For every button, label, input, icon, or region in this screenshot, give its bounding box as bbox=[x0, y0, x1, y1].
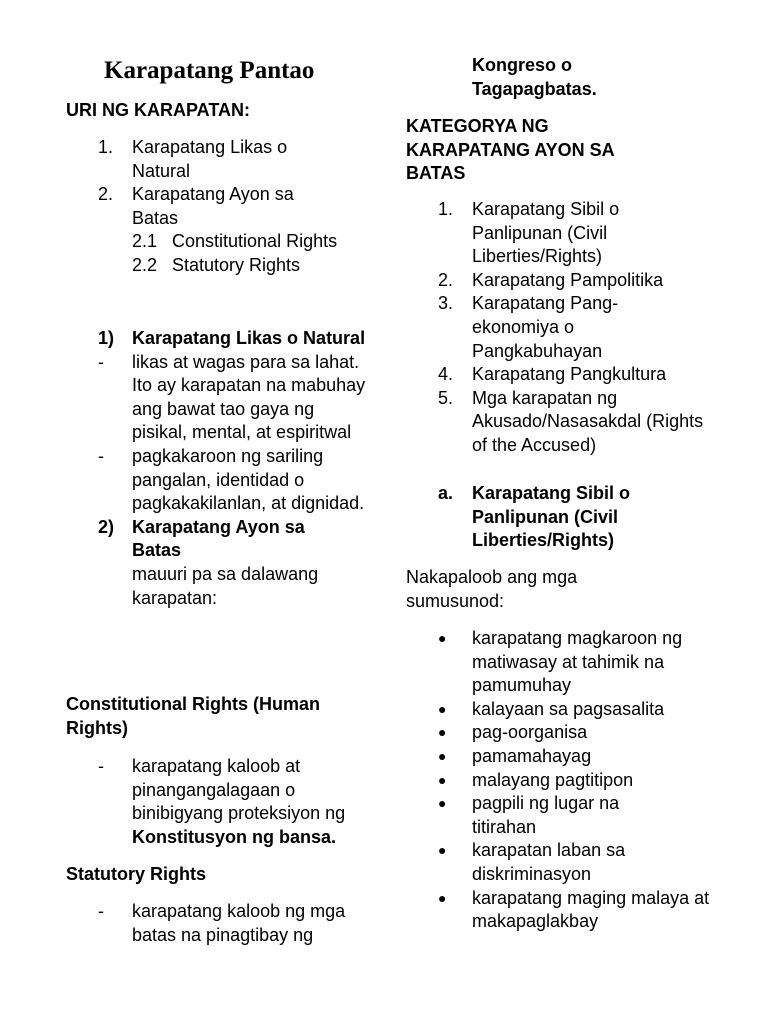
section-heading-text: Karapatang Ayon sa Batas bbox=[132, 516, 305, 561]
dash-item-text: likas at wagas para sa lahat. Ito ay karapatan na mabuhay ang bawat tao gaya ng pisikal, mental, at espiritwal bbox=[132, 351, 366, 443]
sub-list-item bbox=[98, 254, 348, 278]
list-item-text: Karapatang Ayon sa Batas bbox=[132, 184, 294, 228]
list-item bbox=[438, 363, 726, 387]
list-item bbox=[98, 136, 348, 183]
statutory-dash bbox=[98, 900, 366, 947]
list-item bbox=[438, 387, 712, 458]
bullet-text: karapatang maging malaya at makapaglakbay bbox=[472, 887, 710, 932]
section-text bbox=[98, 563, 332, 610]
dash-item bbox=[98, 351, 366, 445]
list-number: 1. bbox=[98, 137, 114, 157]
bullet-dot-icon: ● bbox=[438, 724, 447, 741]
section-likas bbox=[98, 327, 366, 610]
kategorya-heading: KATEGORYA NG KARAPATANG AYON SA BATAS bbox=[406, 116, 615, 184]
bullet-dot-icon: ● bbox=[438, 771, 447, 788]
continuation-text: Kongreso o Tagapagbatas. bbox=[472, 55, 597, 99]
section-heading-text: Karapatang Likas o Natural bbox=[132, 328, 366, 348]
list-item-text: Karapatang Pampolitika bbox=[472, 269, 664, 290]
statutory-heading: Statutory Rights bbox=[66, 864, 207, 884]
bullet-text: pagpili ng lugar na titirahan bbox=[472, 793, 620, 837]
kategorya-list bbox=[438, 198, 726, 458]
page-title: Karapatang Pantao bbox=[104, 57, 315, 84]
section-number: a. bbox=[438, 483, 454, 503]
bullet-item bbox=[438, 887, 742, 934]
list-number: 2.2 bbox=[132, 254, 158, 275]
bullet-list bbox=[438, 627, 728, 934]
uri-list bbox=[98, 136, 348, 278]
list-number: 5. bbox=[438, 387, 454, 408]
section-number: 2) bbox=[98, 516, 115, 537]
list-item-text: Karapatang Pangkultura bbox=[472, 364, 667, 385]
bullet-dot-icon: ● bbox=[438, 700, 447, 717]
dash-item-bold-text: Konstitusyon ng bansa. bbox=[132, 826, 337, 847]
list-item-text: Karapatang Likas o Natural bbox=[132, 137, 288, 181]
list-number: 2. bbox=[438, 269, 454, 290]
sub-list-item bbox=[98, 230, 348, 254]
dash-item bbox=[98, 445, 366, 516]
bullet-dot-icon: ● bbox=[438, 747, 447, 764]
list-item bbox=[438, 292, 652, 363]
bullet-text: karapatan laban sa diskriminasyon bbox=[472, 840, 626, 884]
list-item bbox=[438, 198, 662, 269]
bullet-item bbox=[438, 769, 728, 793]
dash-item bbox=[98, 755, 366, 849]
bullet-text: malayang pagtitipon bbox=[472, 769, 634, 790]
list-item-text: Constitutional Rights bbox=[172, 231, 338, 252]
bullet-item bbox=[438, 792, 672, 839]
dash-item-text: karapatang kaloob ng mga batas na pinagtibay ng bbox=[132, 901, 346, 945]
dash-marker: - bbox=[98, 445, 104, 466]
dash-item-text: pagkakaroon ng sariling pangalan, identidad o pagkakakilanlan, at dignidad. bbox=[132, 445, 365, 514]
dash-item-text: karapatang kaloob at pinangangalagaan o binibigyang proteksiyon ng bbox=[132, 756, 346, 824]
dash-marker: - bbox=[98, 901, 104, 921]
bullet-dot-icon: ● bbox=[438, 842, 447, 859]
list-item-text: Karapatang Sibil o Panlipunan (Civil Liberties/Rights) bbox=[472, 199, 620, 267]
bullet-item bbox=[438, 698, 728, 722]
list-item-text: Karapatang Pang-ekonomiya o Pangkabuhayan bbox=[472, 293, 619, 361]
uri-heading: URI NG KARAPATAN: bbox=[66, 100, 250, 120]
list-item bbox=[98, 183, 312, 230]
section-heading bbox=[98, 327, 366, 351]
list-number: 1. bbox=[438, 199, 454, 219]
list-item-text: Statutory Rights bbox=[172, 254, 301, 275]
bullet-dot-icon: ● bbox=[438, 630, 447, 646]
intro-text: Nakapaloob ang mga sumusunod: bbox=[406, 567, 578, 611]
bullet-item bbox=[438, 627, 728, 698]
section-sibil bbox=[438, 482, 698, 553]
section-heading-text: Karapatang Sibil o Panlipunan (Civil Liberties/Rights) bbox=[472, 483, 631, 551]
section-heading bbox=[98, 516, 332, 563]
bullet-item bbox=[438, 839, 672, 886]
dash-marker: - bbox=[98, 756, 104, 776]
list-number: 3. bbox=[438, 293, 454, 314]
list-item bbox=[438, 269, 726, 293]
section-number: 1) bbox=[98, 328, 115, 348]
section-text-content: mauuri pa sa dalawang karapatan: bbox=[132, 563, 319, 608]
list-number: 2.1 bbox=[132, 231, 158, 252]
bullet-dot-icon: ● bbox=[438, 889, 447, 906]
bullet-item bbox=[438, 721, 728, 745]
list-item-text: Mga karapatan ng Akusado/Nasasakdal (Rights of the Accused) bbox=[472, 387, 704, 455]
constitutional-dash bbox=[98, 755, 366, 849]
bullet-dot-icon: ● bbox=[438, 795, 447, 812]
list-number: 4. bbox=[438, 364, 454, 385]
section-heading bbox=[438, 482, 698, 553]
dash-item bbox=[98, 900, 366, 947]
constitutional-heading: Constitutional Rights (Human Rights) bbox=[66, 694, 320, 738]
bullet-text: pamamahayag bbox=[472, 745, 592, 766]
list-number: 2. bbox=[98, 184, 114, 205]
dash-marker: - bbox=[98, 351, 104, 372]
bullet-item bbox=[438, 745, 728, 769]
bullet-text: kalayaan sa pagsasalita bbox=[472, 698, 665, 719]
bullet-text: karapatang magkaroon ng matiwasay at tahimik na pamumuhay bbox=[472, 628, 683, 696]
bullet-text: pag-oorganisa bbox=[472, 722, 588, 743]
